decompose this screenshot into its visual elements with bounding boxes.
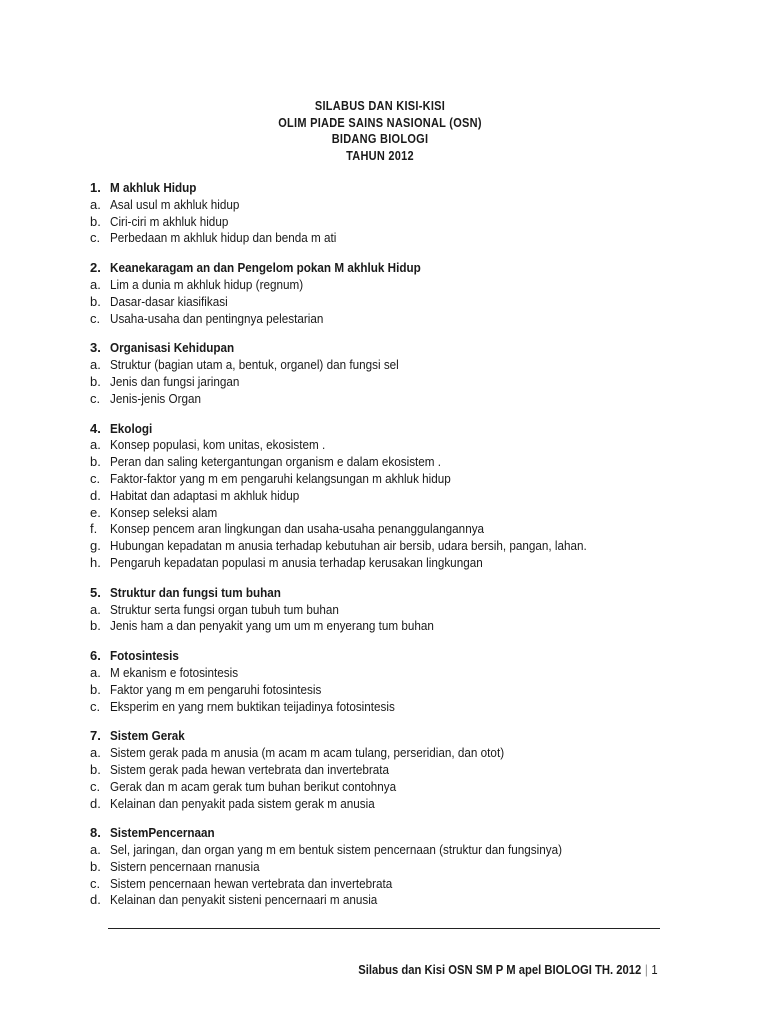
section-number: 5. xyxy=(90,584,101,600)
section-heading xyxy=(90,728,670,745)
item-marker: e. xyxy=(90,504,101,520)
item-text: Faktor-faktor yang m em pengaruhi kelangsungan m akhluk hidup xyxy=(110,470,451,486)
title-line: OLIM PIADE SAINS NASIONAL (OSN) xyxy=(278,115,482,130)
section-number: 7. xyxy=(90,728,101,744)
list-item xyxy=(90,454,670,471)
list-item xyxy=(90,538,670,555)
item-marker: a. xyxy=(90,357,101,373)
section-heading xyxy=(90,260,670,277)
syllabus-sections xyxy=(90,180,670,909)
item-text: Struktur serta fungsi organ tubuh tum buhan xyxy=(110,601,339,617)
list-item xyxy=(90,745,670,762)
page-footer xyxy=(359,963,658,977)
list-item xyxy=(90,197,670,214)
section-heading-text: SistemPencernaan xyxy=(110,825,215,841)
item-marker: c. xyxy=(90,698,101,714)
list-item xyxy=(90,796,670,813)
section-heading-text: Organisasi Kehidupan xyxy=(110,340,235,356)
item-marker: d. xyxy=(90,487,101,503)
list-item xyxy=(90,892,670,909)
item-text: Sistem gerak pada hewan vertebrata dan invertebrata xyxy=(110,761,390,777)
list-item xyxy=(90,391,670,408)
item-marker: a. xyxy=(90,842,101,858)
item-text: Konsep populasi, kom unitas, ekosistem . xyxy=(110,437,326,453)
item-text: Peran dan saling ketergantungan organism e dalam ekosistem . xyxy=(110,454,442,470)
section xyxy=(90,180,670,247)
list-item xyxy=(90,842,670,859)
item-marker: a. xyxy=(90,276,101,292)
list-item xyxy=(90,859,670,876)
list-item xyxy=(90,437,670,454)
item-text: Sistem pencernaan hewan vertebrata dan invertebrata xyxy=(110,875,393,891)
item-text: Habitat dan adaptasi m akhluk hidup xyxy=(110,487,300,503)
list-item xyxy=(90,521,670,538)
item-text: Jenis-jenis Organ xyxy=(110,390,202,406)
title-line: BIDANG BIOLOGI xyxy=(331,132,429,146)
list-item xyxy=(90,602,670,619)
item-marker: f. xyxy=(90,521,98,537)
item-marker: b. xyxy=(90,213,101,229)
item-marker: d. xyxy=(90,892,101,908)
section xyxy=(90,585,670,635)
list-item xyxy=(90,762,670,779)
item-text: Sel, jaringan, dan organ yang m em bentuk sistem pencernaan (struktur dan fungsinya) xyxy=(110,842,563,858)
item-text: Ciri-ciri m akhluk hidup xyxy=(110,213,229,229)
item-text: Konsep seleksi alam xyxy=(110,504,218,520)
footer-divider xyxy=(108,928,660,929)
item-text: Sistern pencernaan rnanusia xyxy=(110,858,260,874)
item-text: Jenis dan fungsi jaringan xyxy=(110,373,240,389)
item-marker: a. xyxy=(90,437,101,453)
section-number: 2. xyxy=(90,260,101,276)
list-item xyxy=(90,311,670,328)
item-marker: a. xyxy=(90,664,101,680)
item-marker: b. xyxy=(90,293,101,309)
section-heading-text: Struktur dan fungsi tum buhan xyxy=(110,584,281,600)
item-marker: c. xyxy=(90,470,101,486)
item-text: Sistem gerak pada m anusia (m acam m acam tulang, perseridian, dan otot) xyxy=(110,745,505,761)
section-heading-text: Keanekaragam an dan Pengelom pokan M akhluk Hidup xyxy=(110,260,421,276)
item-marker: c. xyxy=(90,778,101,794)
section xyxy=(90,260,670,327)
item-marker: c. xyxy=(90,310,101,326)
list-item xyxy=(90,876,670,893)
title-line: TAHUN 2012 xyxy=(346,148,414,163)
item-text: Pengaruh kepadatan populasi m anusia terhadap kerusakan lingkungan xyxy=(110,554,483,570)
item-text: Kelainan dan penyakit sisteni pencernaari m anusia xyxy=(110,892,378,908)
item-marker: c. xyxy=(90,875,101,891)
list-item xyxy=(90,277,670,294)
document-page xyxy=(90,98,670,922)
item-text: Gerak dan m acam gerak tum buhan berikut contohnya xyxy=(110,778,397,794)
list-item xyxy=(90,471,670,488)
item-text: Usaha-usaha dan pentingnya pelestarian xyxy=(110,310,324,326)
list-item xyxy=(90,230,670,247)
section-heading xyxy=(90,340,670,357)
section-number: 3. xyxy=(90,340,101,356)
page-number: 1 xyxy=(651,963,658,977)
item-text: Lim a dunia m akhluk hidup (regnum) xyxy=(110,276,304,292)
section xyxy=(90,825,670,909)
section-heading xyxy=(90,585,670,602)
title-line: SILABUS DAN KISI-KISI xyxy=(314,99,446,113)
item-marker: a. xyxy=(90,601,101,617)
item-marker: h. xyxy=(90,554,101,570)
section xyxy=(90,340,670,407)
section xyxy=(90,728,670,812)
list-item xyxy=(90,682,670,699)
section-heading xyxy=(90,421,670,438)
list-item xyxy=(90,374,670,391)
section-heading xyxy=(90,180,670,197)
item-marker: b. xyxy=(90,858,101,874)
item-marker: b. xyxy=(90,618,101,634)
item-marker: a. xyxy=(90,196,101,212)
list-item xyxy=(90,555,670,572)
section-number: 6. xyxy=(90,648,101,664)
section xyxy=(90,421,670,572)
item-text: Hubungan kepadatan m anusia terhadap kebutuhan air bersib, udara bersih, pangan, lahan. xyxy=(110,538,587,554)
list-item xyxy=(90,488,670,505)
section xyxy=(90,648,670,715)
item-marker: d. xyxy=(90,795,101,811)
item-text: Asal usul m akhluk hidup xyxy=(110,196,240,212)
item-marker: b. xyxy=(90,454,101,470)
section-heading xyxy=(90,825,670,842)
item-marker: c. xyxy=(90,230,101,246)
list-item xyxy=(90,294,670,311)
item-marker: g. xyxy=(90,538,101,554)
item-marker: b. xyxy=(90,761,101,777)
document-title xyxy=(90,98,670,164)
section-heading-text: Fotosintesis xyxy=(110,648,179,664)
footer-text: Silabus dan Kisi OSN SM P M apel BIOLOGI TH. 2012 xyxy=(358,963,642,977)
item-text: Perbedaan m akhluk hidup dan benda m ati xyxy=(110,230,337,246)
item-text: Faktor yang m em pengaruhi fotosintesis xyxy=(110,681,322,697)
footer-separator: | xyxy=(645,963,649,977)
item-marker: b. xyxy=(90,373,101,389)
item-text: Kelainan dan penyakit pada sistem gerak m anusia xyxy=(110,795,375,811)
list-item xyxy=(90,214,670,231)
item-marker: a. xyxy=(90,745,101,761)
item-text: Struktur (bagian utam a, bentuk, organel) dan fungsi sel xyxy=(110,357,399,373)
section-heading-text: Sistem Gerak xyxy=(110,728,185,744)
item-marker: c. xyxy=(90,390,101,406)
item-text: Dasar-dasar kiasifikasi xyxy=(110,293,228,309)
section-number: 1. xyxy=(90,180,101,195)
list-item xyxy=(90,665,670,682)
section-heading xyxy=(90,648,670,665)
list-item xyxy=(90,699,670,716)
item-text: Jenis ham a dan penyakit yang um um m enyerang tum buhan xyxy=(110,618,434,634)
item-text: M ekanism e fotosintesis xyxy=(110,664,239,680)
section-heading-text: Ekologi xyxy=(110,420,153,436)
section-number: 8. xyxy=(90,825,101,841)
list-item xyxy=(90,357,670,374)
list-item xyxy=(90,505,670,522)
list-item xyxy=(90,779,670,796)
item-marker: b. xyxy=(90,681,101,697)
item-text: Konsep pencem aran lingkungan dan usaha-usaha penanggulangannya xyxy=(110,521,485,537)
list-item xyxy=(90,618,670,635)
section-heading-text: M akhluk Hidup xyxy=(110,180,197,195)
item-text: Eksperim en yang rnem buktikan teijadinya fotosintesis xyxy=(110,698,395,714)
section-number: 4. xyxy=(90,420,101,436)
